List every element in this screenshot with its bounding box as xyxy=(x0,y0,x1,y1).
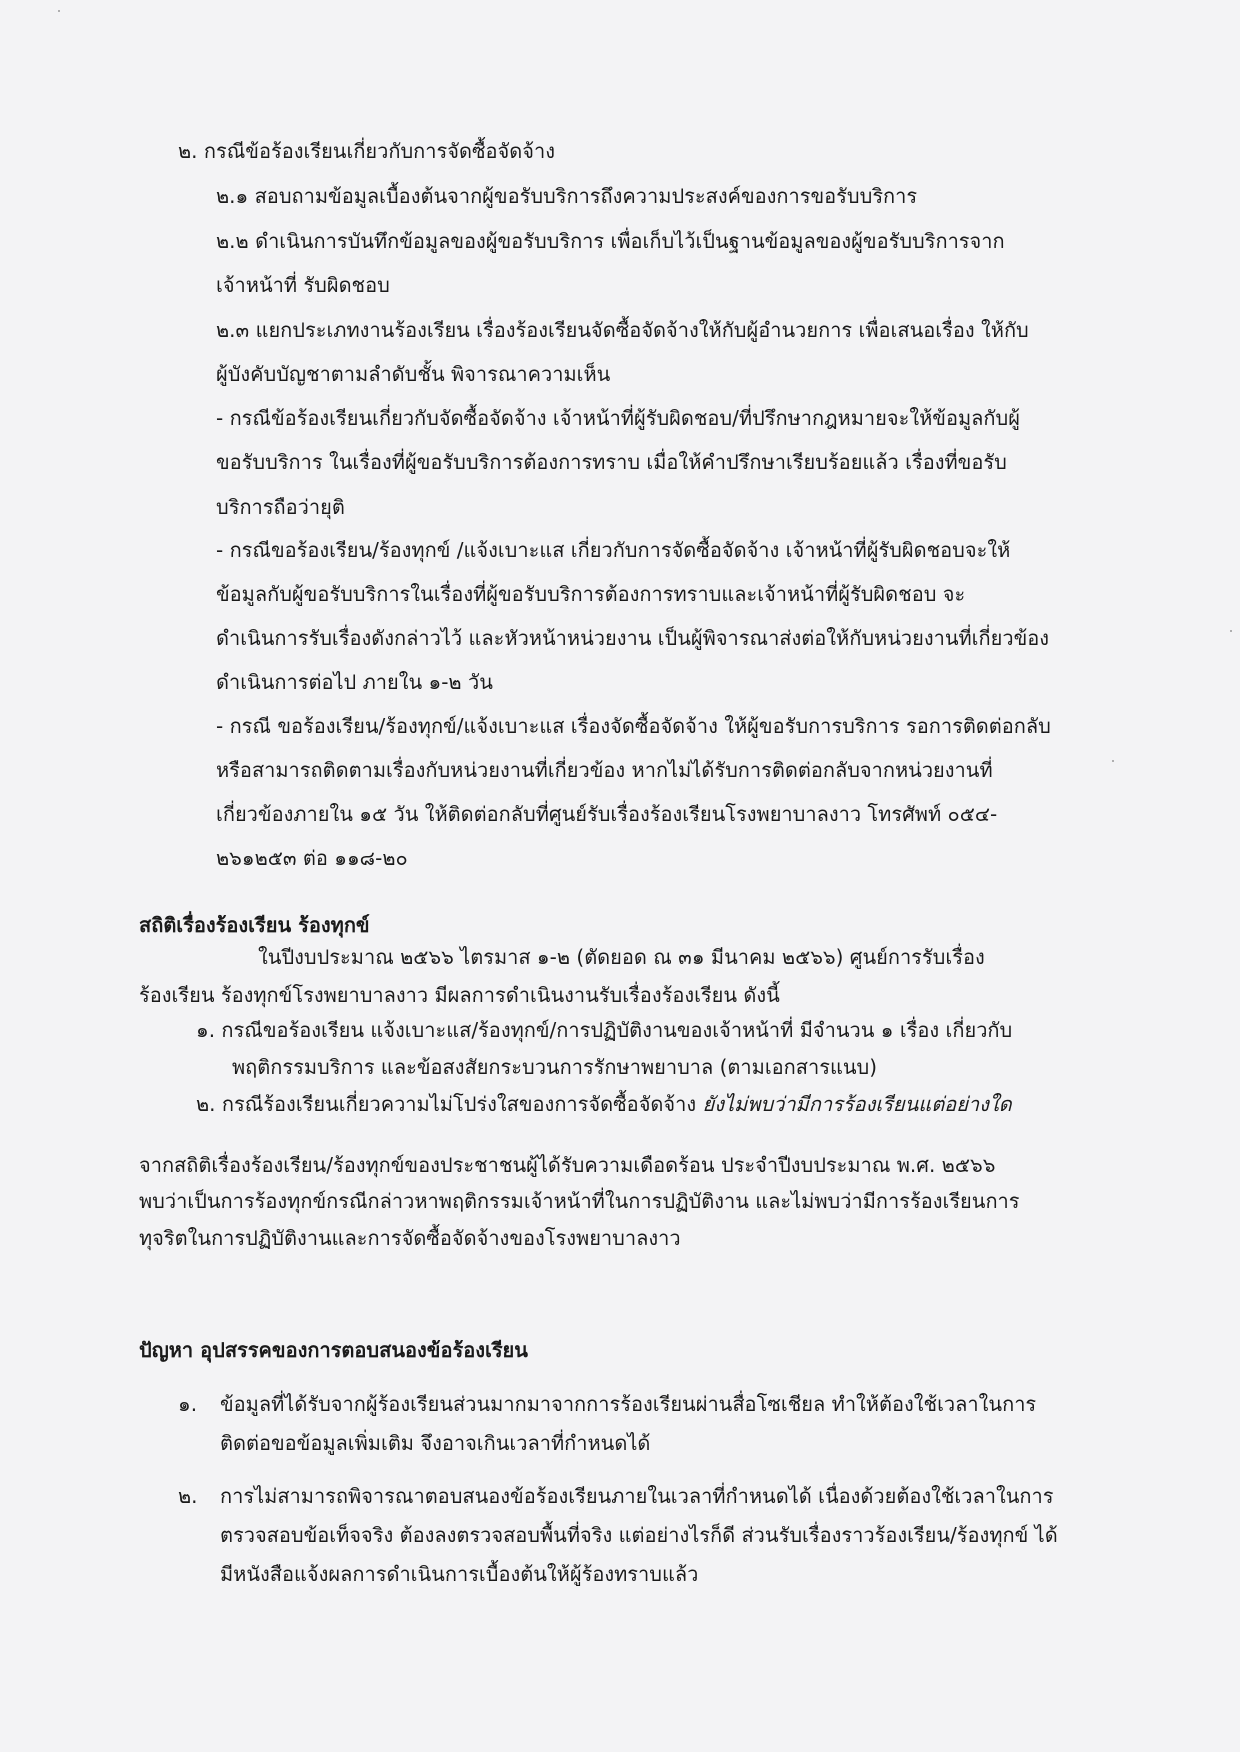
problems-item-2-line1: การไม่สามารถพิจารณาตอบสนองข้อร้องเรียนภายในเวลาที่กำหนดได้ เนื่องด้วยต้องใช้เวลาในการ xyxy=(220,1484,1054,1508)
section-2-bullet-2-line1: - กรณีขอร้องเรียน/ร้องทุกข์ /แจ้งเบาะแส เกี่ยวกับการจัดซื้อจัดจ้าง เจ้าหน้าที่ผู้รับผิดชอบจะให้ xyxy=(216,538,1011,562)
section-2-bullet-1-line2: ขอรับบริการ ในเรื่องที่ผู้ขอรับบริการต้องการทราบ เมื่อให้คำปรึกษาเรียบร้อยแล้ว เรื่องที่ขอรับ xyxy=(216,450,1007,474)
problems-heading: ปัญหา อุปสรรคของการตอบสนองข้อร้องเรียน xyxy=(139,1338,528,1362)
section-2-bullet-2-line2: ข้อมูลกับผู้ขอรับบริการในเรื่องที่ผู้ขอรับบริการต้องการทราบและเจ้าหน้าที่ผู้รับผิดชอบ จะ xyxy=(216,582,966,606)
problems-item-1-line2: ติดต่อขอข้อมูลเพิ่มเติม จึงอาจเกินเวลาที่กำหนดได้ xyxy=(220,1431,651,1455)
section-2-item-2-3-line1: ๒.๓ แยกประเภทงานร้องเรียน เรื่องร้องเรียนจัดซื้อจัดจ้างให้กับผู้อำนวยการ เพื่อเสนอเรื่อง ให้กับ xyxy=(216,318,1029,342)
statistics-summary-line1: จากสถิติเรื่องร้องเรียน/ร้องทุกข์ของประชาชนผู้ได้รับความเดือดร้อน ประจำปีงบประมาณ พ.ศ. ๒๕๖๖ xyxy=(139,1153,996,1177)
section-2-bullet-3-line1: - กรณี ขอร้องเรียน/ร้องทุกข์/แจ้งเบาะแส เรื่องจัดซื้อจัดจ้าง ให้ผู้ขอรับการบริการ รอการติดต่อกลับ xyxy=(216,714,1051,738)
scan-speck xyxy=(1112,760,1114,762)
section-2-item-2-3-line2: ผู้บังคับบัญชาตามลำดับชั้น พิจารณาความเห็น xyxy=(216,362,611,386)
section-2-bullet-2-line3: ดำเนินการรับเรื่องดังกล่าวไว้ และหัวหน้าหน่วยงาน เป็นผู้พิจารณาส่งต่อให้กับหน่วยงานที่เกี่ยวข้อง xyxy=(216,626,1050,650)
problems-item-2-number: ๒. xyxy=(178,1484,198,1508)
section-2-item-2-2-line1: ๒.๒ ดำเนินการบันทึกข้อมูลของผู้ขอรับบริการ เพื่อเก็บไว้เป็นฐานข้อมูลของผู้ขอรับบริการจาก xyxy=(216,229,1005,253)
statistics-item-1-line1: ๑. กรณีขอร้องเรียน แจ้งเบาะแส/ร้องทุกข์/การปฏิบัติงานของเจ้าหน้าที่ มีจำนวน ๑ เรื่อง เกี่ยวกับ xyxy=(196,1018,1013,1042)
statistics-intro-line2: ร้องเรียน ร้องทุกข์โรงพยาบาลงาว มีผลการดำเนินงานรับเรื่องร้องเรียน ดังนี้ xyxy=(139,983,780,1007)
scan-speck xyxy=(1230,630,1232,632)
section-2-heading: ๒. กรณีข้อร้องเรียนเกี่ยวกับการจัดซื้อจัดจ้าง xyxy=(178,139,555,163)
section-2-bullet-3-line2: หรือสามารถติดตามเรื่องกับหน่วยงานที่เกี่ยวข้อง หากไม่ได้รับการติดต่อกลับจากหน่วยงานที่ xyxy=(216,758,993,782)
statistics-summary-line2: พบว่าเป็นการร้องทุกข์กรณีกล่าวหาพฤติกรรมเจ้าหน้าที่ในการปฏิบัติงาน และไม่พบว่ามีการร้องเรียนการ xyxy=(139,1189,1020,1213)
statistics-intro-line1: ในปีงบประมาณ ๒๕๖๖ ไตรมาส ๑-๒ (ตัดยอด ณ ๓๑ มีนาคม ๒๕๖๖) ศูนย์การรับเรื่อง xyxy=(258,945,985,969)
section-2-bullet-3-line4: ๒๖๑๒๕๓ ต่อ ๑๑๘-๒๐ xyxy=(216,846,408,870)
scan-speck xyxy=(58,10,60,12)
problems-item-1-line1: ข้อมูลที่ได้รับจากผู้ร้องเรียนส่วนมากมาจากการร้องเรียนผ่านสื่อโซเชียล ทำให้ต้องใช้เวลาในการ xyxy=(220,1392,1037,1416)
statistics-heading: สถิติเรื่องร้องเรียน ร้องทุกข์ xyxy=(139,913,370,937)
section-2-item-2-2-line2: เจ้าหน้าที่ รับผิดชอบ xyxy=(216,273,390,297)
statistics-item-1-line2: พฤติกรรมบริการ และข้อสงสัยกระบวนการรักษาพยาบาล (ตามเอกสารแนบ) xyxy=(232,1055,878,1079)
statistics-summary-line3: ทุจริตในการปฏิบัติงานและการจัดซื้อจัดจ้างของโรงพยาบาลงาว xyxy=(139,1226,681,1250)
section-2-bullet-3-line3: เกี่ยวข้องภายใน ๑๕ วัน ให้ติดต่อกลับที่ศูนย์รับเรื่องร้องเรียนโรงพยาบาลงาว โทรศัพท์ ๐๕๔- xyxy=(216,802,998,826)
problems-item-2-line3: มีหนังสือแจ้งผลการดำเนินการเบื้องต้นให้ผู้ร้องทราบแล้ว xyxy=(220,1562,699,1586)
section-2-item-2-1: ๒.๑ สอบถามข้อมูลเบื้องต้นจากผู้ขอรับบริการถึงความประสงค์ของการขอรับบริการ xyxy=(216,184,918,208)
problems-item-1-number: ๑. xyxy=(178,1392,198,1416)
section-2-bullet-2-line4: ดำเนินการต่อไป ภายใน ๑-๒ วัน xyxy=(216,670,493,694)
statistics-item-2-text: ๒. กรณีร้องเรียนเกี่ยวความไม่โปร่งใสของการจัดซื้อจัดจ้าง xyxy=(196,1092,697,1116)
statistics-item-2-result: ยังไม่พบว่ามีการร้องเรียนแต่อย่างใด xyxy=(702,1092,1012,1116)
problems-item-2-line2: ตรวจสอบข้อเท็จจริง ต้องลงตรวจสอบพื้นที่จริง แต่อย่างไรก็ดี ส่วนรับเรื่องราวร้องเรียน/ร้องทุกข์ ได้ xyxy=(220,1523,1058,1547)
section-2-bullet-1-line3: บริการถือว่ายุติ xyxy=(216,495,345,519)
statistics-item-2 xyxy=(196,1094,1012,1114)
section-2-bullet-1-line1: - กรณีข้อร้องเรียนเกี่ยวกับจัดซื้อจัดจ้าง เจ้าหน้าที่ผู้รับผิดชอบ/ที่ปรึกษากฎหมายจะให้ข้อมูลกับผู้ xyxy=(216,406,1020,430)
